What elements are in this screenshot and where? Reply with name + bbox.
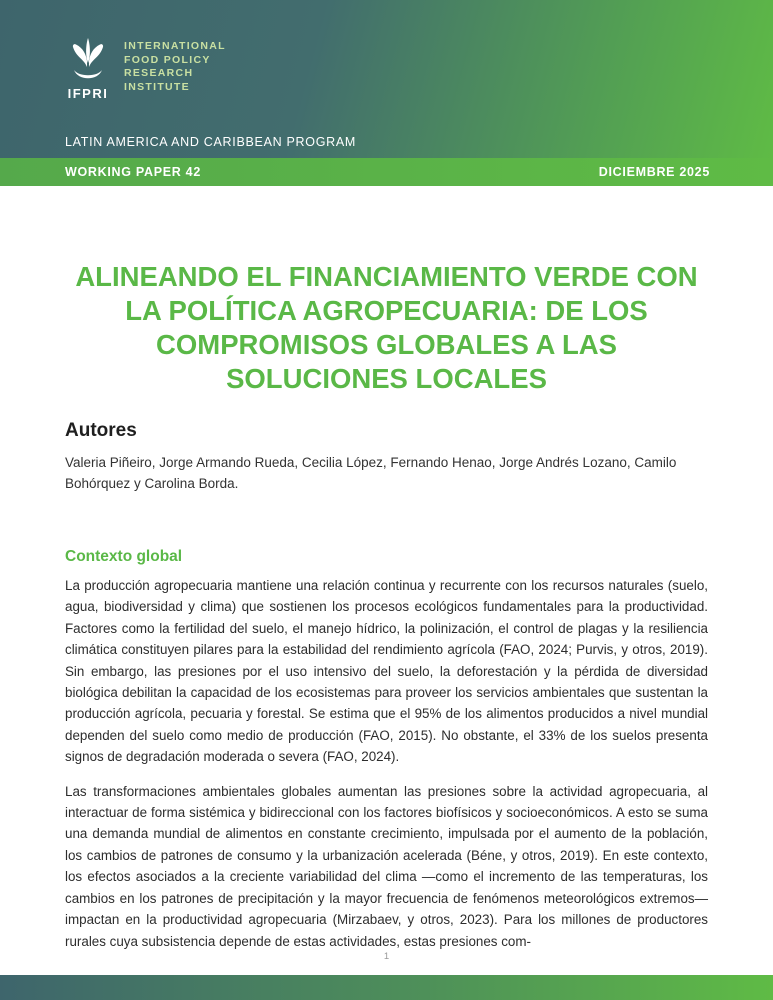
section-heading-contexto-global: Contexto global <box>65 548 183 565</box>
ifpri-logo-block <box>65 36 111 101</box>
authors-heading: Autores <box>65 420 137 441</box>
paragraph: Las transformaciones ambientales globales aumentan las presiones sobre la actividad agropecuaria, al interactuar de forma sistémica y bidireccional con los factores biofísicos y socioeconómicos. A esto se suma una demanda mundial de alimentos en constante crecimiento, impulsada por el aumento de la población, los cambios de patrones de consumo y la urbanización acelerada (Béne, y otros, 2019). En este contexto, los efectos asociados a la creciente variabilidad del clima —como el incremento de las temperaturas, los cambios en los patrones de precipitación y la mayor frecuencia de fenómenos meteorológicos extremos— impactan en la productividad agropecuaria (Mirzabaev, y otros, 2023). Para los millones de productores rurales cuya subsistencia depende de estas actividades, estas presiones com- <box>65 783 708 949</box>
working-paper-bar <box>0 158 773 186</box>
publication-date: DICIEMBRE 2025 <box>598 165 710 179</box>
header-banner <box>0 0 773 158</box>
org-name-line: INSTITUTE <box>124 80 190 93</box>
org-name-line: RESEARCH <box>124 67 194 79</box>
org-name-line: FOOD POLICY <box>124 53 211 66</box>
paper-body <box>0 260 773 952</box>
ifpri-acronym: IFPRI <box>67 86 109 101</box>
ifpri-org-name <box>124 36 226 94</box>
footer-bar <box>0 975 773 1000</box>
paper-title: ALINEANDO EL FINANCIAMIENTO VERDE CON LA POLÍTICA AGROPECUARIA: DE LOS COMPROMISOS GLOBALES A LAS SOLUCIONES LOCALES <box>75 261 698 394</box>
working-paper-number: WORKING PAPER 42 <box>65 165 201 179</box>
paragraph: La producción agropecuaria mantiene una relación continua y recurrente con los recursos naturales (suelo, agua, biodiversidad y clima) que sostienen los procesos ecológicos fundamentales para la productividad. Factores como la fertilidad del suelo, el manejo hídrico, la polinización, el control de plagas y la resiliencia climática constituyen pilares para la estabilidad del rendimiento agrícola (FAO, 2024; Purvis, y otros, 2019). Sin embargo, las presiones por el uso intensivo del suelo, la deforestación y la pérdida de diversidad biológica debilitan la capacidad de los ecosistemas para proveer los servicios ambientales que sustentan la producción agrícola, pecuaria y forestal. Se estima que el 95% de los alimentos producidos a nivel mundial dependen del suelo como medio de producción (FAO, 2015). No obstante, el 33% de los suelos presenta signos de degradación moderada o severa (FAO, 2024). <box>65 578 708 765</box>
program-name: LATIN AMERICA AND CARIBBEAN PROGRAM <box>65 135 356 149</box>
org-name-line: INTERNATIONAL <box>124 40 226 52</box>
ifpri-plant-icon <box>68 36 108 84</box>
ifpri-logo <box>65 36 710 101</box>
page-number: 1 <box>383 951 390 962</box>
authors-list: Valeria Piñeiro, Jorge Armando Rueda, Cecilia López, Fernando Henao, Jorge Andrés Lozano, Camilo Bohórquez y Carolina Borda. <box>65 455 677 491</box>
